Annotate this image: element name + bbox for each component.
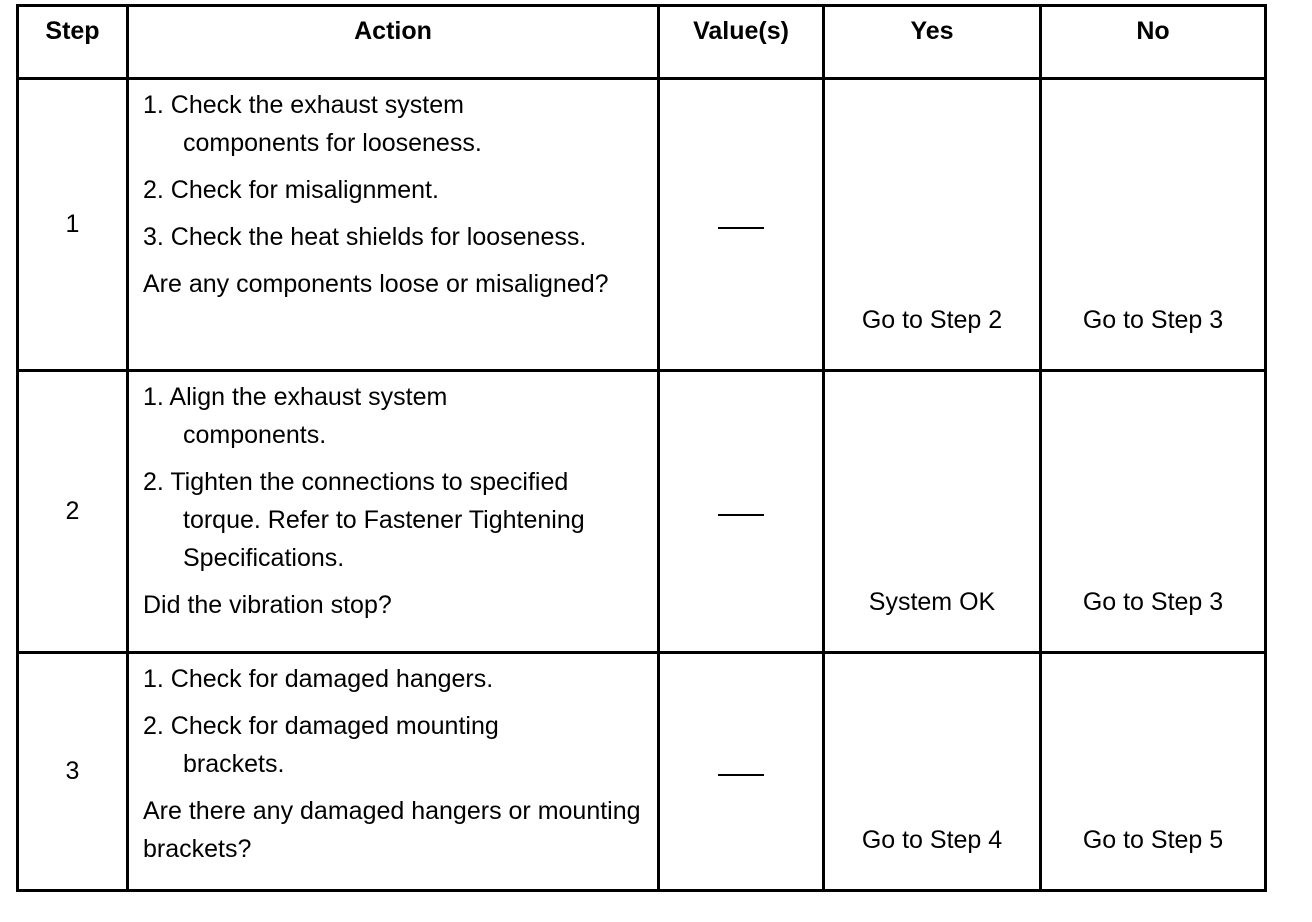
action-continuation: brackets. [183, 750, 285, 778]
header-step: Step [18, 6, 128, 79]
step-number: 2 [18, 371, 128, 653]
action-item [143, 463, 647, 577]
value-dash [718, 774, 764, 776]
step-number: 3 [18, 653, 128, 891]
action-text: 2. Check for misalignment. [143, 176, 439, 204]
action-item [143, 86, 647, 162]
action-cell [128, 79, 659, 371]
action-question: Are any components loose or misaligned? [143, 270, 609, 298]
value-dash [718, 514, 764, 516]
no-result: Go to Step 3 [1041, 371, 1266, 653]
table-row [18, 653, 1266, 891]
action-continuation: components for looseness. [183, 129, 482, 157]
value-cell [659, 79, 824, 371]
header-no: No [1041, 6, 1266, 79]
action-item [143, 171, 647, 209]
action-item [143, 378, 647, 454]
action-item [143, 660, 647, 698]
header-action: Action [128, 6, 659, 79]
yes-result: System OK [824, 371, 1041, 653]
action-text: 3. Check the heat shields for looseness. [143, 223, 587, 251]
yes-result: Go to Step 4 [824, 653, 1041, 891]
action-item [143, 218, 647, 256]
header-row [18, 6, 1266, 79]
step-number: 1 [18, 79, 128, 371]
no-result: Go to Step 3 [1041, 79, 1266, 371]
table-row [18, 79, 1266, 371]
action-question: Did the vibration stop? [143, 591, 392, 619]
action-text: 1. Check for damaged hangers. [143, 665, 494, 693]
header-yes: Yes [824, 6, 1041, 79]
action-continuation: torque. Refer to Fastener Tightening Specifications. [183, 506, 585, 572]
action-text: 2. Tighten the connections to specified [143, 468, 569, 496]
action-text: 1. Check the exhaust system [143, 91, 464, 119]
header-values: Value(s) [659, 6, 824, 79]
value-cell [659, 653, 824, 891]
table-row [18, 371, 1266, 653]
action-continuation: components. [183, 421, 327, 449]
yes-result: Go to Step 2 [824, 79, 1041, 371]
diagnostic-table [16, 4, 1267, 892]
action-cell [128, 653, 659, 891]
value-dash [718, 227, 764, 229]
action-text: 2. Check for damaged mounting [143, 712, 499, 740]
action-text: 1. Align the exhaust system [143, 383, 448, 411]
action-item [143, 707, 647, 783]
no-result: Go to Step 5 [1041, 653, 1266, 891]
value-cell [659, 371, 824, 653]
action-question: Are there any damaged hangers or mounting brackets? [143, 797, 641, 863]
action-cell [128, 371, 659, 653]
